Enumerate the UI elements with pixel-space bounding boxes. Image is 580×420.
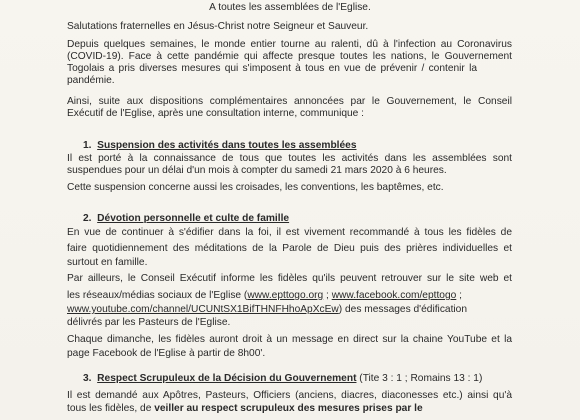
- intro-p1-line4: pandémie.: [67, 75, 115, 86]
- section3-heading: [83, 373, 482, 385]
- intro-p1-line3: Togolais a pris diverses mesures qui s'imposent à tous en vue de prévenir / contenir la: [67, 63, 477, 74]
- section2-heading: [83, 213, 289, 225]
- section1-line2: suspendues pour un délai d'un mois à compter du samedi 21 mars 2020 à 6 heures.: [67, 165, 447, 176]
- section2-line5: [67, 290, 462, 302]
- intro-p2-line1: Ainsi, suite aux dispositions complémentaires annoncées par le Gouvernement, le Conseil: [67, 96, 512, 107]
- section2-line1: En vue de continuer à s'édifier dans la foi, il est vivement recommandé à tous les fidèles de: [67, 227, 512, 238]
- section1-line3: Cette suspension concerne aussi les croisades, les conventions, les baptêmes, etc.: [67, 182, 444, 193]
- section2-line3: surtout en famille.: [67, 257, 148, 268]
- intro-p2-line2: Exécutif de l'Eglise, après une consultation interne, communique :: [67, 108, 364, 119]
- section1-number: 1.: [83, 140, 92, 151]
- intro-p1-line2: (COVID-19). Face à cette pandémie qui affecte presque toutes les nations, le Gouvernement: [67, 51, 512, 62]
- facebook-link[interactable]: www.facebook.com/epttogo: [331, 290, 457, 301]
- section2-title: Dévotion personnelle et culte de famille: [97, 213, 290, 224]
- section3-line2-pre: tous les fidèles, de: [67, 403, 155, 414]
- section3-line1: Il est demandé aux Apôtres, Pasteurs, Officiers (anciens, diacres, diaconesses etc.) ainsi qu'à: [67, 390, 512, 401]
- website-link[interactable]: www.epttogo.org: [247, 290, 324, 301]
- section2-number: 2.: [83, 213, 92, 224]
- section1-line1: Il est porté à la connaissance de tous que toutes les activités dans les assemblées sont: [67, 153, 512, 164]
- section2-line6: [67, 304, 467, 316]
- section2-line5-mid: ;: [323, 290, 332, 301]
- section2-line7: délivrés par les Pasteurs de l'Eglise.: [67, 317, 231, 328]
- section2-line5-post: ;: [456, 290, 462, 301]
- intro-p1-line1: Depuis quelques semaines, le monde entier tourne au ralenti, dû à l'infection au Coronavirus: [67, 39, 512, 50]
- section2-line2: faire quotidiennement des méditations de la Parole de Dieu puis des prières individuelles et: [67, 243, 512, 254]
- section3-line2: [67, 403, 423, 415]
- addressee-line: A toutes les assemblées de l'Eglise.: [209, 2, 371, 13]
- section3-number: 3.: [83, 373, 92, 384]
- section3-ref: (Tite 3 : 1 ; Romains 13 : 1): [356, 373, 483, 384]
- youtube-link[interactable]: www.youtube.com/channel/UCUNtSX1BifTHNFHhoApXcEw: [67, 304, 339, 315]
- section3-title: Respect Scrupuleux de la Décision du Gouvernement: [97, 373, 357, 384]
- section3-line2-bold: veiller au respect scrupuleux des mesures prises par le: [154, 403, 423, 414]
- section2-line4: Par ailleurs, le Conseil Exécutif informe les fidèles qu'ils peuvent retrouver sur le site web et: [67, 273, 512, 284]
- greeting: Salutations fraternelles en Jésus-Christ notre Seigneur et Sauveur.: [67, 21, 369, 32]
- section1-heading: [83, 140, 357, 152]
- section2-line5-pre: les réseaux/médias sociaux de l'Eglise (: [67, 290, 248, 301]
- section2-line8: Chaque dimanche, les fidèles auront droit à un message en direct sur la chaine YouTube et la: [67, 334, 512, 345]
- section2-line6-post: ) des messages d'édification: [338, 304, 468, 315]
- section1-title: Suspension des activités dans toutes les assemblées: [97, 140, 357, 151]
- section2-line9: page Facebook de l'Eglise à partir de 8h00'.: [67, 348, 266, 359]
